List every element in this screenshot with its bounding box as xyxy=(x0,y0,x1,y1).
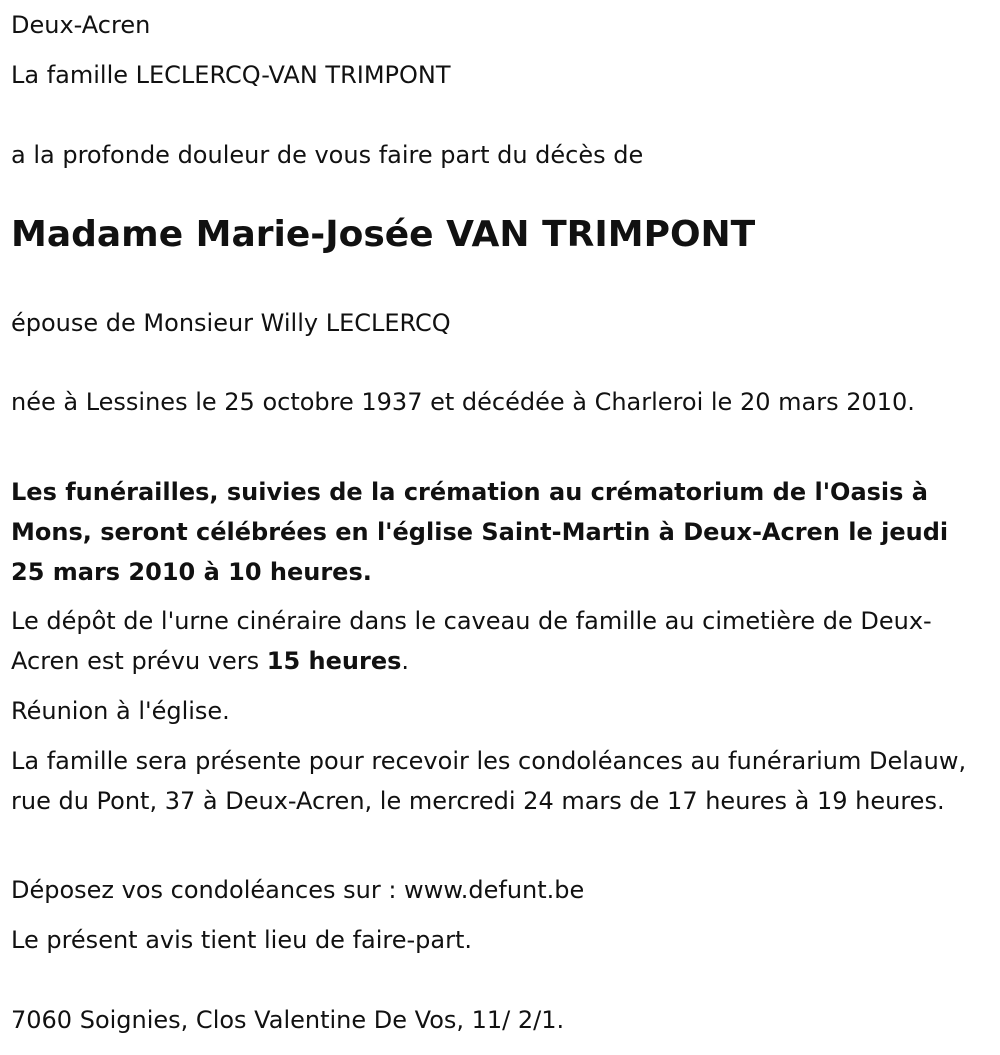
urn-time: 15 heures xyxy=(266,647,402,675)
urn-paragraph xyxy=(11,601,976,681)
online-condolences-line: Déposez vos condoléances sur : www.defunt.be xyxy=(11,876,585,904)
urn-text: Le dépôt de l'urne cinéraire dans le caveau de famille au cimetière de Deux-Acren est prévu vers xyxy=(11,607,932,675)
urn-end: . xyxy=(401,647,410,675)
address-line: 7060 Soignies, Clos Valentine De Vos, 11/ 2/1. xyxy=(11,1006,565,1034)
reunion-line: Réunion à l'église. xyxy=(11,697,230,725)
deceased-name-heading: Madame Marie-Josée VAN TRIMPONT xyxy=(11,214,756,255)
location-line: Deux-Acren xyxy=(11,11,151,39)
birth-death-paragraph: née à Lessines le 25 octobre 1937 et décédée à Charleroi le 20 mars 2010. xyxy=(11,388,915,416)
spouse-line: épouse de Monsieur Willy LECLERCQ xyxy=(11,309,451,337)
notice-line: Le présent avis tient lieu de faire-part. xyxy=(11,926,473,954)
announcement-line: a la profonde douleur de vous faire part du décès de xyxy=(11,141,644,169)
family-line: La famille LECLERCQ-VAN TRIMPONT xyxy=(11,61,451,89)
condolences-visit-paragraph: La famille sera présente pour recevoir les condoléances au funérarium Delauw, rue du Pont, 37 à Deux-Acren, le mercredi 24 mars de 17 heures à 19 heures. xyxy=(11,747,967,815)
funeral-paragraph: Les funérailles, suivies de la crémation au crématorium de l'Oasis à Mons, seront célébrées en l'église Saint-Martin à Deux-Acren le jeudi 25 mars 2010 à 10 heures. xyxy=(11,478,949,586)
